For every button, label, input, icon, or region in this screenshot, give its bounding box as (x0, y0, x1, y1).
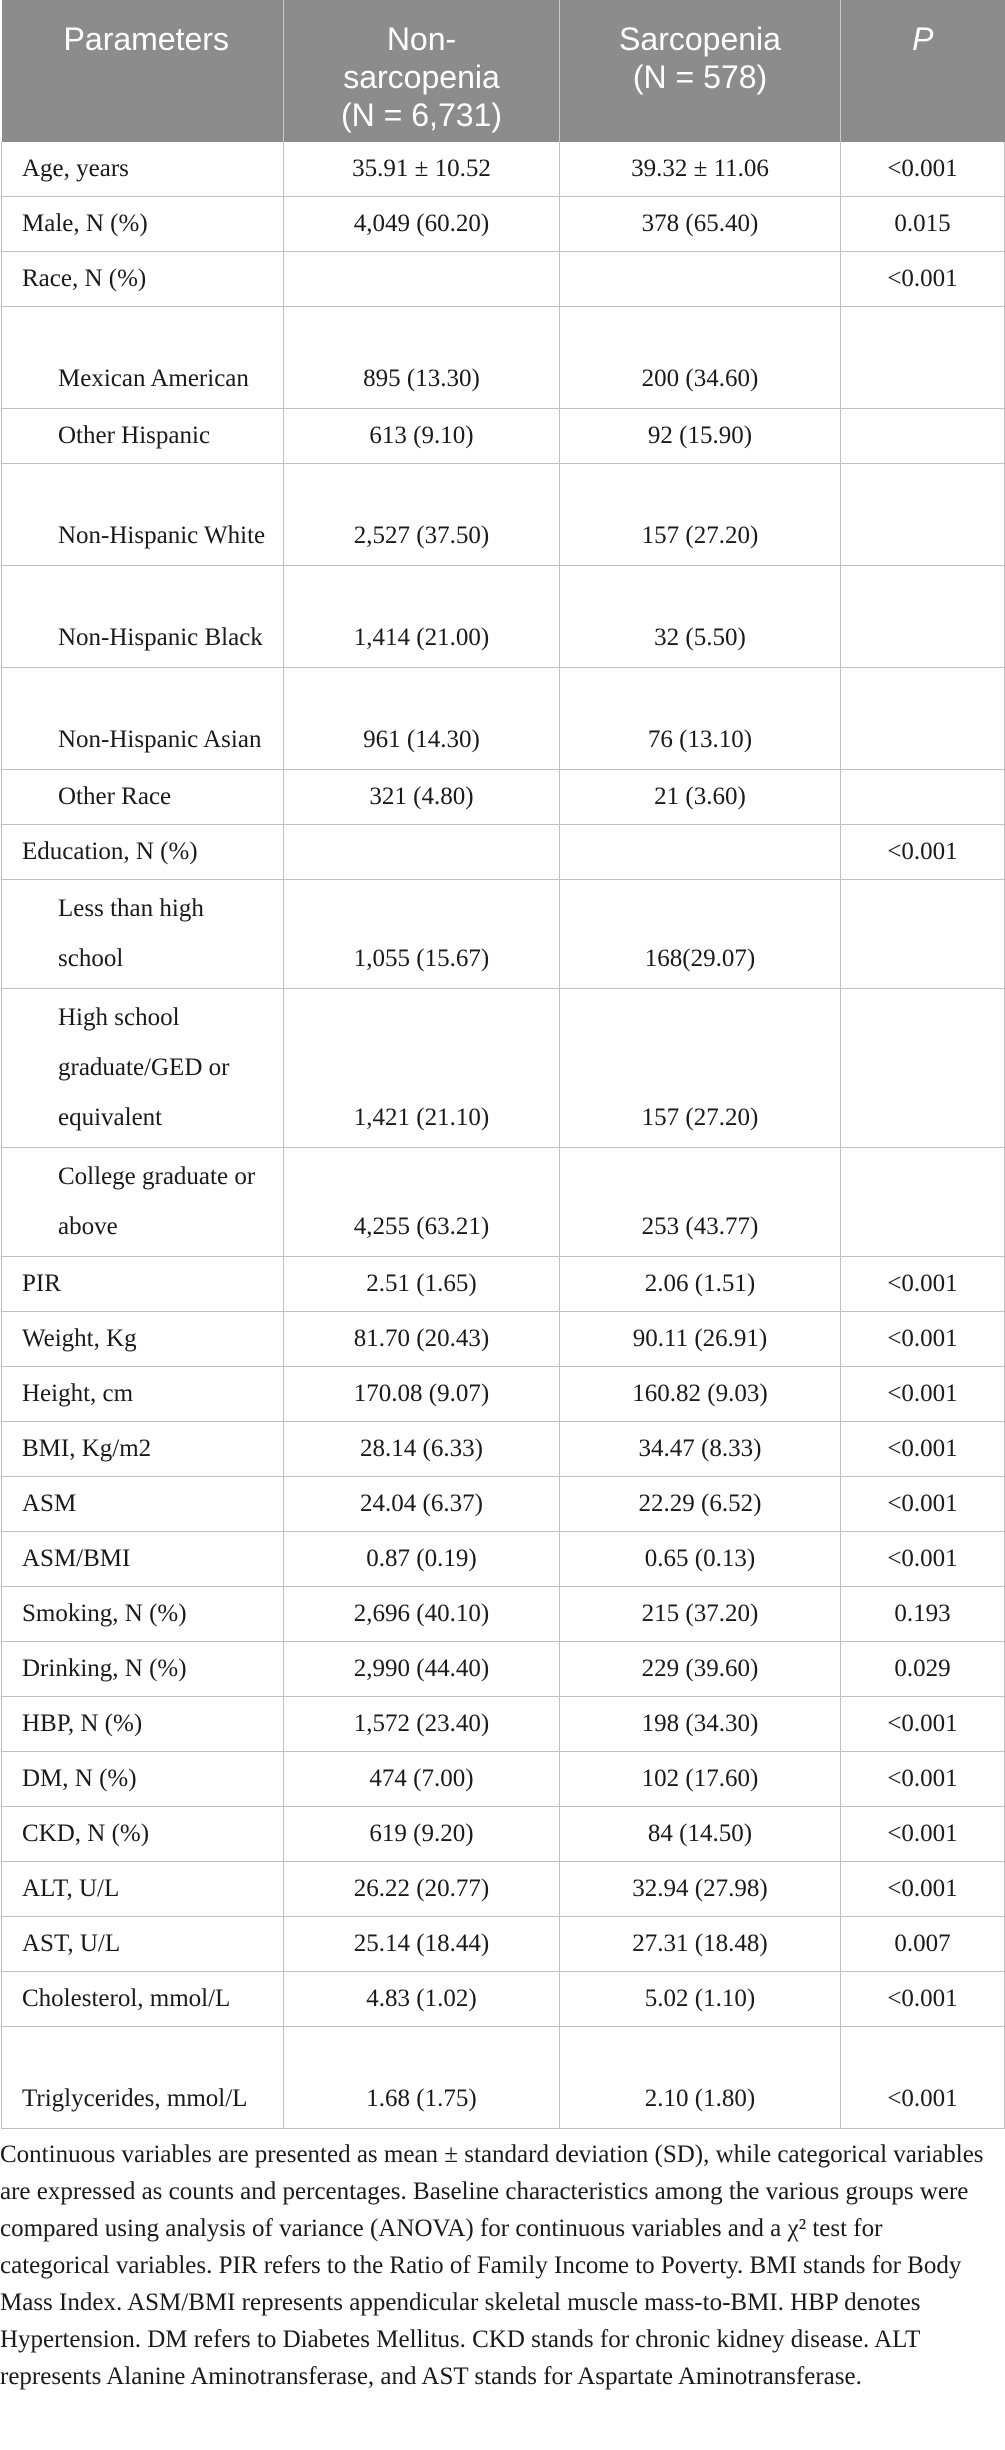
sarcopenia-cell: 2.06 (1.51) (560, 1257, 841, 1312)
table-row (2, 566, 1005, 668)
table-row (2, 668, 1005, 770)
non-sarcopenia-cell: 961 (14.30) (284, 668, 560, 770)
sarcopenia-cell: 32 (5.50) (560, 566, 841, 668)
header-non-sarcopenia (284, 0, 560, 142)
sarcopenia-cell: 21 (3.60) (560, 770, 841, 825)
parameter-cell: Height, cm (2, 1367, 284, 1422)
p-value-cell (841, 409, 1005, 464)
p-value-cell: 0.193 (841, 1587, 1005, 1642)
sarcopenia-cell: 84 (14.50) (560, 1807, 841, 1862)
sarcopenia-cell: 198 (34.30) (560, 1697, 841, 1752)
sarcopenia-cell: 39.32 ± 11.06 (560, 142, 841, 197)
header-sarcopenia (560, 0, 841, 142)
sarcopenia-cell: 102 (17.60) (560, 1752, 841, 1807)
header-non-sarcopenia-line2: sarcopenia (343, 59, 500, 95)
table-footnote: Continuous variables are presented as mean ± standard deviation (SD), while categorical variables are expressed as counts and percentages. Baseline characteristics among the various groups were compared using analysis of variance (ANOVA) for continuous variables and a χ² test for categorical variables. PIR refers to the Ratio of Family Income to Poverty. BMI stands for Body Mass Index. ASM/BMI represents appendicular skeletal muscle mass-to-BMI. HBP denotes Hypertension. DM refers to Diabetes Mellitus. CKD stands for chronic kidney disease. ALT represents Alanine Aminotransferase, and AST stands for Aspartate Aminotransferase. (0, 2141, 984, 2390)
sarcopenia-cell: 229 (39.60) (560, 1642, 841, 1697)
parameter-cell: Male, N (%) (2, 197, 284, 252)
non-sarcopenia-cell: 1,572 (23.40) (284, 1697, 560, 1752)
table-row (2, 409, 1005, 464)
parameter-cell: Drinking, N (%) (2, 1642, 284, 1697)
p-value-cell: <0.001 (841, 1972, 1005, 2027)
non-sarcopenia-cell: 1.68 (1.75) (284, 2027, 560, 2129)
p-value-cell (841, 307, 1005, 409)
p-value-cell: <0.001 (841, 1422, 1005, 1477)
non-sarcopenia-cell: 619 (9.20) (284, 1807, 560, 1862)
parameter-cell: CKD, N (%) (2, 1807, 284, 1862)
table-row (2, 1587, 1005, 1642)
parameter-cell: ASM/BMI (2, 1532, 284, 1587)
sarcopenia-cell: 200 (34.60) (560, 307, 841, 409)
table-row (2, 1697, 1005, 1752)
parameter-cell: Triglycerides, mmol/L (2, 2027, 284, 2129)
non-sarcopenia-cell: 321 (4.80) (284, 770, 560, 825)
table-row (2, 1752, 1005, 1807)
non-sarcopenia-cell: 1,414 (21.00) (284, 566, 560, 668)
non-sarcopenia-cell: 170.08 (9.07) (284, 1367, 560, 1422)
table-row (2, 1917, 1005, 1972)
sarcopenia-cell: 90.11 (26.91) (560, 1312, 841, 1367)
parameter-cell: Education, N (%) (2, 825, 284, 880)
parameter-cell: Age, years (2, 142, 284, 197)
parameter-cell: ASM (2, 1477, 284, 1532)
non-sarcopenia-cell: 35.91 ± 10.52 (284, 142, 560, 197)
parameter-cell: ALT, U/L (2, 1862, 284, 1917)
table-row (2, 1257, 1005, 1312)
non-sarcopenia-cell: 24.04 (6.37) (284, 1477, 560, 1532)
sarcopenia-cell: 157 (27.20) (560, 989, 841, 1148)
non-sarcopenia-cell: 613 (9.10) (284, 409, 560, 464)
parameter-cell: BMI, Kg/m2 (2, 1422, 284, 1477)
non-sarcopenia-cell: 2,696 (40.10) (284, 1587, 560, 1642)
non-sarcopenia-cell: 895 (13.30) (284, 307, 560, 409)
sarcopenia-cell: 27.31 (18.48) (560, 1917, 841, 1972)
sarcopenia-cell (560, 252, 841, 307)
sarcopenia-cell: 168(29.07) (560, 880, 841, 989)
parameter-cell: AST, U/L (2, 1917, 284, 1972)
sarcopenia-cell: 34.47 (8.33) (560, 1422, 841, 1477)
non-sarcopenia-cell: 4.83 (1.02) (284, 1972, 560, 2027)
parameter-cell: College graduate or above (2, 1148, 284, 1257)
table-row (2, 1312, 1005, 1367)
p-value-cell (841, 989, 1005, 1148)
table-row (2, 1532, 1005, 1587)
p-value-cell (841, 880, 1005, 989)
p-value-cell (841, 770, 1005, 825)
p-value-cell: <0.001 (841, 1532, 1005, 1587)
sarcopenia-cell: 5.02 (1.10) (560, 1972, 841, 2027)
p-value-cell: <0.001 (841, 1697, 1005, 1752)
p-value-cell (841, 464, 1005, 566)
p-value-cell: <0.001 (841, 1367, 1005, 1422)
table-row (2, 1422, 1005, 1477)
sarcopenia-cell: 76 (13.10) (560, 668, 841, 770)
parameter-cell: Non-Hispanic Black (2, 566, 284, 668)
table-row (2, 1477, 1005, 1532)
table-header-row (2, 0, 1005, 142)
parameter-cell: Cholesterol, mmol/L (2, 1972, 284, 2027)
parameter-cell: Smoking, N (%) (2, 1587, 284, 1642)
table-row (2, 142, 1005, 197)
non-sarcopenia-cell: 1,055 (15.67) (284, 880, 560, 989)
p-value-cell: 0.015 (841, 197, 1005, 252)
parameter-cell: Non-Hispanic White (2, 464, 284, 566)
table-row (2, 1862, 1005, 1917)
p-value-cell: <0.001 (841, 1312, 1005, 1367)
parameter-cell: Other Race (2, 770, 284, 825)
table-row (2, 1148, 1005, 1257)
sarcopenia-cell (560, 825, 841, 880)
p-value-cell: <0.001 (841, 1807, 1005, 1862)
header-non-sarcopenia-line3: (N = 6,731) (341, 97, 502, 133)
table-row (2, 989, 1005, 1148)
table-row (2, 2027, 1005, 2129)
parameter-cell: High school graduate/GED or equivalent (2, 989, 284, 1148)
p-value-cell: 0.007 (841, 1917, 1005, 1972)
p-value-cell (841, 566, 1005, 668)
parameter-cell: Less than high school (2, 880, 284, 989)
table-row (2, 880, 1005, 989)
table-row (2, 770, 1005, 825)
table-row (2, 307, 1005, 409)
non-sarcopenia-cell: 4,049 (60.20) (284, 197, 560, 252)
sarcopenia-cell: 0.65 (0.13) (560, 1532, 841, 1587)
non-sarcopenia-cell: 28.14 (6.33) (284, 1422, 560, 1477)
p-value-cell: <0.001 (841, 142, 1005, 197)
p-value-cell: <0.001 (841, 825, 1005, 880)
parameter-cell: Other Hispanic (2, 409, 284, 464)
header-parameters: Parameters (2, 0, 284, 142)
table-row (2, 252, 1005, 307)
table-row (2, 825, 1005, 880)
table-row (2, 1642, 1005, 1697)
p-value-cell (841, 668, 1005, 770)
sarcopenia-cell: 32.94 (27.98) (560, 1862, 841, 1917)
p-value-cell: <0.001 (841, 1257, 1005, 1312)
p-value-cell: <0.001 (841, 1752, 1005, 1807)
baseline-characteristics-table (1, 0, 1005, 2129)
header-sarcopenia-line1: Sarcopenia (619, 21, 781, 57)
p-value-cell (841, 1148, 1005, 1257)
p-value-cell: <0.001 (841, 2027, 1005, 2129)
sarcopenia-cell: 378 (65.40) (560, 197, 841, 252)
non-sarcopenia-cell: 26.22 (20.77) (284, 1862, 560, 1917)
parameter-cell: DM, N (%) (2, 1752, 284, 1807)
non-sarcopenia-cell: 2.51 (1.65) (284, 1257, 560, 1312)
non-sarcopenia-cell: 2,527 (37.50) (284, 464, 560, 566)
sarcopenia-cell: 160.82 (9.03) (560, 1367, 841, 1422)
non-sarcopenia-cell: 0.87 (0.19) (284, 1532, 560, 1587)
table-row (2, 464, 1005, 566)
table-row (2, 197, 1005, 252)
non-sarcopenia-cell: 2,990 (44.40) (284, 1642, 560, 1697)
non-sarcopenia-cell (284, 252, 560, 307)
header-p-value: P (841, 0, 1005, 142)
table-row (2, 1972, 1005, 2027)
header-non-sarcopenia-line1: Non- (386, 21, 457, 57)
parameter-cell: Weight, Kg (2, 1312, 284, 1367)
table-row (2, 1807, 1005, 1862)
non-sarcopenia-cell: 474 (7.00) (284, 1752, 560, 1807)
sarcopenia-cell: 92 (15.90) (560, 409, 841, 464)
parameter-cell: Non-Hispanic Asian (2, 668, 284, 770)
p-value-cell: <0.001 (841, 1862, 1005, 1917)
sarcopenia-cell: 22.29 (6.52) (560, 1477, 841, 1532)
parameter-cell: HBP, N (%) (2, 1697, 284, 1752)
table-row (2, 1367, 1005, 1422)
sarcopenia-cell: 215 (37.20) (560, 1587, 841, 1642)
sarcopenia-cell: 157 (27.20) (560, 464, 841, 566)
p-value-cell: <0.001 (841, 252, 1005, 307)
p-value-cell: 0.029 (841, 1642, 1005, 1697)
parameter-cell: Mexican American (2, 307, 284, 409)
sarcopenia-cell: 253 (43.77) (560, 1148, 841, 1257)
non-sarcopenia-cell: 81.70 (20.43) (284, 1312, 560, 1367)
sarcopenia-cell: 2.10 (1.80) (560, 2027, 841, 2129)
parameter-cell: PIR (2, 1257, 284, 1312)
parameter-cell: Race, N (%) (2, 252, 284, 307)
non-sarcopenia-cell (284, 825, 560, 880)
non-sarcopenia-cell: 1,421 (21.10) (284, 989, 560, 1148)
p-value-cell: <0.001 (841, 1477, 1005, 1532)
non-sarcopenia-cell: 4,255 (63.21) (284, 1148, 560, 1257)
header-sarcopenia-line2: (N = 578) (632, 59, 768, 95)
non-sarcopenia-cell: 25.14 (18.44) (284, 1917, 560, 1972)
